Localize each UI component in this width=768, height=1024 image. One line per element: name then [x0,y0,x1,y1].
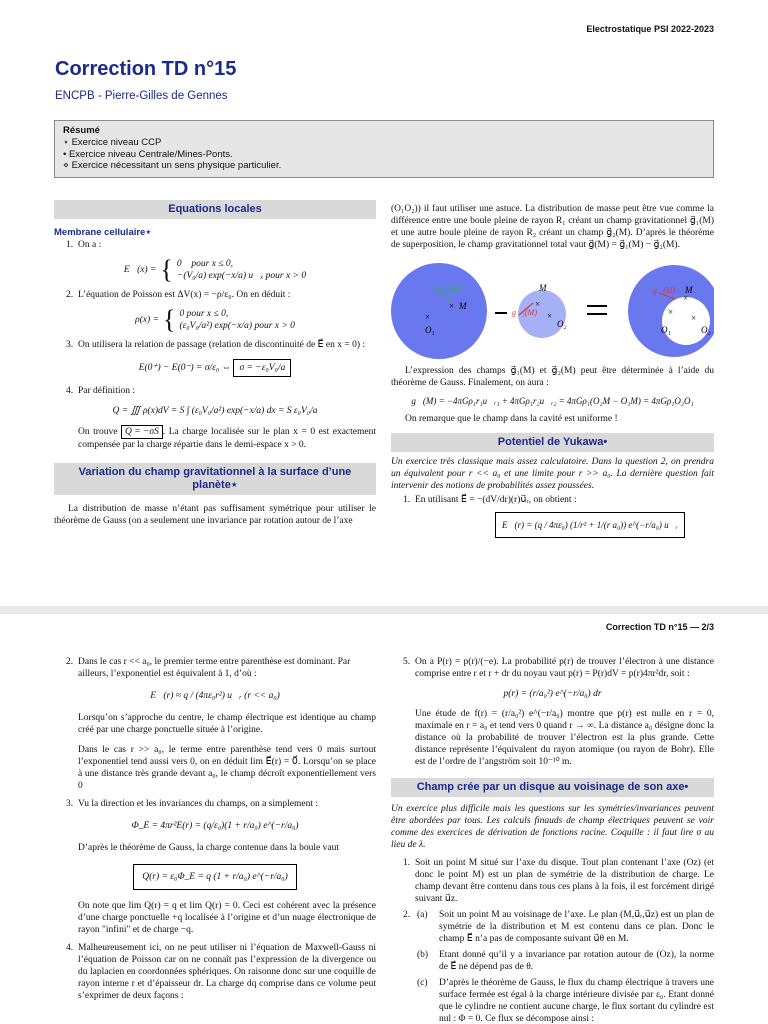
list-item: 2. L’équation de Poisson est ΔV(x) = −ρ/ε₀. On en déduit : [66,290,291,300]
g-label: g⃗(M) [653,286,676,295]
list-item: 1. En utilisant E⃗ = −(dV/dr)(r)u⃗ᵣ, on obtient : [403,495,577,505]
equation-cases: 0⃗ pour x ≤ 0, −(V₀/a) exp(−x/a) u⃗ₓ pour x > 0 [176,259,307,281]
paragraph: On trouve Q = −σS . La charge localisée sur le plan x = 0 est exactement compensée par la charge répartie dans le demi-espace x > 0. [78,427,376,450]
point-M: M [539,283,547,293]
exercise-intro: Un exercice très classique mais assez calculatoire. Dans la question 2, on prendra un équivalent pour r << a₀ et une limite pour r >> a₀. La dernière question fait intervenir des notions de probabilités assez poussées. [391,457,714,491]
point-O1: O₁ [425,325,435,335]
point-O2: O₂ [557,319,567,329]
svg-text:×: × [449,301,455,311]
left-column [54,200,376,527]
point-O1: O₁ [661,325,671,335]
equation-total-charge: Q = ∭ ρ(x)dV = S ∫ (ε₀V₀/a²) exp(−x/a) dx = S ε₀V₀/a [112,406,318,416]
result-box: E⃗(r) = (q / 4πε₀) (1/r² + 1/(r a₀)) e^(−r/a₀) u⃗ᵣ [495,512,685,538]
list-item: 3. On utilisera la relation de passage (relation de discontinuité de E⃗ en x = 0) : [66,340,366,350]
right-column [391,203,714,538]
paragraph: L’expression des champs g⃗₁(M) et g⃗₂(M) peut être déterminée à l’aide du théorème de Gauss. Finalement, on aura : [391,366,714,388]
equation-near-field: E⃗(r) ≈ q / (4πε₀r²) u⃗ᵣ (r << a₀) [150,691,280,701]
equation-lhs: E⃗(x) = [123,265,157,275]
right-column [391,656,714,1024]
g2-label: g⃗₂(M) [512,308,537,317]
list-item: (c) D’après le théorème de Gauss, le flux du champ électrique à travers une surface fermée est égal à la charge intérieure divisée par ε₀. Etant donné que le cylindre ne contient aucune charge, le flux sortant du cylindre est nul : Φ = 0. Ce flux se décompose ainsi : [417,978,714,1024]
list-item: 4. Malheureusement ici, on ne peut utiliser ni l’équation de Maxwell-Gauss ni l’équation de Poisson car on ne connaît pas l’expression de la divergence ou du laplacien en coordonnées sphériques. On raisonne donc sur une coquille de rayon interne r et d’épaisseur dr. La charge dq comprise dans ce volume peut s’exprimer de deux façons : [66,943,376,1001]
list-item: (b) Etant donné qu’il y a invariance par rotation autour de (Oz), la norme de E⃗ ne dépend pas de θ. [417,950,714,972]
result-box: σ = −ε₀V₀/a [233,359,291,377]
cavity [662,297,710,345]
paragraph: On remarque que le champ dans la cavité est uniforme ! [405,414,618,424]
section-heading-gravitation: Variation du champ gravitationnel à la surface d’une planète⋆ [54,463,376,495]
equation-total-gravity: g⃗(M) = −4πGρ₁r₁u⃗ᵣ₁ + 4πGρ₁r₂u⃗ᵣ₂ = 4πGρ₁(O₂M − O₁M) = 4πGρ₁O₂O₁ [411,396,694,406]
document-page-2 [0,614,768,1024]
summary-box [54,120,714,178]
point-O2: O₂ [701,325,711,335]
superposition-figure [391,263,714,359]
point-M: M [685,285,693,295]
point-M: M [459,301,467,311]
paragraph: Lorsqu’on s’approche du centre, le champ électrique est identique au champ créé par une charge ponctuelle située à l’origine. [78,713,376,735]
section-heading-equations-locales: Equations locales [54,200,376,219]
section-heading-disque: Champ crée par un disque au voisinage de son axe• [391,778,714,797]
equation-flux: Φ_E = 4πr²E(r) = (q/ε₀)(1 + r/a₀) e^(−r/a₀) [131,821,299,831]
equation-charge-density: ρ(x) = { 0 pour x ≤ 0, (ε₀V₀/a²) exp(−x/a) pour x > 0 [135,305,295,334]
result-box: Q = −σS [121,425,163,439]
list-item: 3. Vu la direction et les invariances du champs, on a simplement : [66,799,319,809]
equation-field [54,257,376,283]
item-text: On a : [78,240,102,250]
equation-discontinuity: E(0⁺) − E(0⁻) = σ/ε₀ ⇔ σ = −ε₀V₀/a [54,359,376,377]
summary-line: • Exercice niveau Centrale/Mines-Ponts. [63,148,233,160]
equals-sign [587,305,607,307]
page-title: Correction TD n°15 [55,58,237,80]
subsection-membrane: Membrane cellulaire⋆ [54,227,152,238]
svg-text:×: × [691,313,697,323]
minus-sign [495,312,507,314]
summary-heading: Résumé [63,125,100,136]
section-heading-yukawa: Potentiel de Yukawa• [391,433,714,452]
svg-text:×: × [535,299,541,309]
brace: { [160,255,173,284]
equation-probability: p(r) = (r/a₀²) e^(−r/a₀) dr [503,689,602,699]
svg-text:×: × [683,293,689,303]
running-header: Electrostatique PSI 2022-2023 [586,24,714,34]
large-sphere [391,263,487,359]
page-subtitle: ENCPB - Pierre-Gilles de Gennes [55,90,228,102]
list-item: 2. Dans le cas r << a₀, le premier terme entre parenthèse est dominant. Par ailleurs, l’exponentiel est équivalent à 1, d’où : [66,657,351,679]
running-footer: Correction TD n°15 — 2/3 [605,622,714,632]
exercise-intro: Un exercice plus difficile mais les questions sur les symétries/invariances peuvent être abordées par tous. Les calculs finauds de champ électriques peuvent se voir comme des exercices de dérivation de fonctions racine. Coquille : il faut lire σ au lieu de λ. [391,804,714,850]
summary-line: ⋄ Exercice nécessitant un sens physique particulier. [63,160,282,171]
svg-text:×: × [668,307,674,317]
list-item: 1. On a : [66,240,102,250]
list-item: 2. (a) Soit un point M au voisinage de l’axe. Le plan (M,u⃗ᵣ,u⃗z) est un plan de symétrie de la distribution et M est contenu dans ce plan. Donc le champ E⃗ n’a pas de composante suivant u⃗θ en M. [403,910,714,944]
list-item: 4. Par définition : [66,386,135,396]
paragraph: Dans le cas r >> a₀, le terme entre parenthèse tend vers 0 mais surtout l’exponentiel tend aussi vers 0, on en déduit lim E⃗(r) = 0⃗. Lorsqu’on se place à une distance très grande devant a₀, le champ décroît exponentiellement vers 0 [78,745,376,791]
paragraph: La distribution de masse n’étant pas suffisament symétrique pour utiliser le théorème de Gauss (on a seulement une invariance par rotation autour de l’axe [54,504,376,526]
g1-label: g⃗₁(M) [436,284,461,293]
paragraph: D’après le théorème de Gauss, la charge contenue dans la boule vaut [78,843,339,853]
svg-text:×: × [425,312,431,322]
svg-text:×: × [547,311,553,321]
result-box: Q(r) = ε₀Φ_E = q (1 + r/a₀) e^(−r/a₀) [133,864,297,890]
list-item: 1. Soit un point M situé sur l’axe du disque. Tout plan contenant l’axe (Oz) (et donc le point M) est un plan de symétrie de la distribution de charge. Le champ devant être contenu dans tous ces plans à la fois, il est forcément dirigé suivant u⃗z. [403,858,714,904]
paragraph: (O₁O₂)) il faut utiliser une astuce. La distribution de masse peut être vue comme la différence entre une boule pleine de rayon R₁ créant un champ gravitationnel g⃗₁(M) et une autre boule pleine de rayon R₂ créant un champ g⃗₂(M). D’après le théorème de superposition, le champ gravitationnel total vaut g⃗(M) = g⃗₁(M) − g⃗₂(M). [391,204,714,250]
left-column [54,656,376,1002]
list-item: 5. On a P(r) = p(r)/(−e). La probabilité p(r) de trouver l’électron à une distance comprise entre r et r + dr du noyau vaut p(r) = P(r)dV = p(r)4πr²dr, soit : [403,657,714,679]
paragraph: Une étude de f(r) = (r/a₀²) e^(−r/a₀) montre que p(r) est nulle en r = 0, maximale en r = a₀ et tend vers 0 quand r → ∞. La distance a₀ désigne donc la distance où la probabilité de trouver l’électron est la plus grande. Cette distance représente l’équivalent du rayon atomique (ou rayon de Bohr). Elle est de l’ordre de l’angström soit 10⁻¹⁰ m. [415,709,714,767]
summary-line: ⋆ Exercice niveau CCP [63,137,162,148]
paragraph: On note que lim Q(r) = q et lim Q(r) = 0. Ceci est cohérent avec la présence d’une charge ponctuelle +q localisée à l’origine et d’un nuage électronique de rayon "infini" et de charge −q. [78,901,376,935]
